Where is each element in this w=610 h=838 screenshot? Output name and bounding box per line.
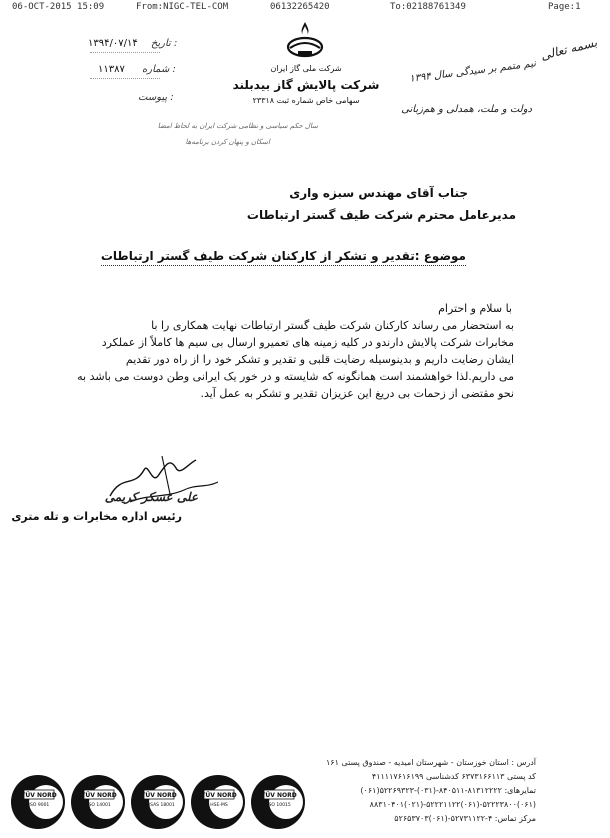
body-line: ایشان رضایت داریم و بدینوسیله رضایت قلبی و تقدیر و تشکر خود را از راه دور تقدیم [125, 353, 514, 366]
badge-brand: TÜV NORD [21, 792, 57, 799]
handwritten-note: دولت و ملت، همدلی و هم‌زبانی [401, 104, 532, 115]
badge-brand: TÜV NORD [81, 792, 117, 799]
badge-brand: TÜV NORD [141, 792, 177, 799]
fax-phone: 06132265420 [270, 2, 330, 12]
letter-attachment [138, 92, 174, 103]
fax-page: Page:1 [548, 2, 581, 12]
fax-from: From:NIGC-TEL-COM [136, 2, 229, 12]
footer-line: کد پستی ۶۳۷۳۱۶۶۱۱۳ کدشناسی ۴۱۱۱۱۷۶۱۶۱۹۹ [371, 772, 536, 781]
letter-number-value: ۱۱۳۸۷ [98, 64, 125, 75]
footer-address: آدرس : استان خوزستان - شهرستان امیدیه - صندوق پستی ۱۶۱ [325, 758, 536, 767]
letter-subject: موضوع :تقدیر و تشکر از کارکنان شرکت طیف گستر ارتباطات [101, 249, 466, 266]
badge-code: OHSAS 18001 [143, 803, 175, 808]
handwritten-note: نیم متمم بر سیدگی سال ۱۳۹۴ [408, 58, 537, 85]
fax-header [12, 2, 598, 16]
badge-code: ISO 14001 [87, 803, 111, 808]
certification-badge [251, 775, 305, 829]
recipient-name: جناب آقای مهندس سبزه واری [289, 186, 468, 200]
certification-badges [8, 764, 328, 834]
signature-title: رئیس اداره مخابرات و تله متری [11, 510, 182, 523]
body-line: نحو مقتضی از زحمات بی دریغ این عزیزان تقدیر و تشکر به عمل آید. [200, 387, 514, 400]
signature-scribble [100, 454, 230, 514]
certification-badge [131, 775, 185, 829]
company-parent: شرکت ملی گاز ایران [270, 64, 342, 73]
body-line: مخابرات شرکت پالایش دارندو در کلیه زمینه های تعمیرو ارسال بی سیم ها کاملاً از عملکرد [101, 336, 514, 349]
divider [90, 52, 160, 53]
handwritten-invocation: بسمه تعالی [539, 35, 599, 63]
footer-line: تمایرهای: ۸۱۳۱۲۲۲۲-۸۴۰۵۱۱-(۰۳۱)-۵۲۲۶۹۳۲۳(۰۶۱) [360, 786, 536, 795]
company-registration: سهامی خاص شماره ثبت ۲۳۳۱۸ [252, 96, 360, 105]
body-line: با سلام و احترام [438, 302, 512, 315]
company-logo [282, 20, 328, 60]
letter-attachment-label: پیوست : [138, 92, 174, 103]
footer-line: مرکز تماس: ۴-۵۲۷۳۱۱۲۲-(۰۶۱)۵۲۶۵۳۷۰۳ [394, 814, 536, 823]
body-line: می داریم.لذا خواهشمند است همانگونه که شایسته و در خور یک ایرانی وطن دوست می باشد به [77, 370, 514, 383]
badge-brand: TÜV NORD [201, 792, 237, 799]
badge-code: ISO 10015 [267, 803, 291, 808]
company-name: شرکت پالایش گاز بیدبلند [232, 78, 380, 92]
recipient-title: مدیرعامل محترم شرکت طیف گستر ارتباطات [246, 208, 516, 222]
letter-number [98, 64, 176, 75]
fax-datetime: 06-OCT-2015 15:09 [12, 2, 105, 12]
footer-line: (۰۶۱)۵۲۲۲۳۸۰۰-(۰۶۱)۵۲۲۲۱۱۲۲-(۰۲۱)۸۸۳۱۰۴۰۱ [369, 800, 536, 809]
divider [90, 78, 160, 79]
body-line: به استحضار می رساند کارکنان شرکت طیف گستر ارتباطات نهایت همکاری را با [151, 319, 514, 332]
fax-to: To:02188761349 [390, 2, 466, 12]
letter-number-label: شماره : [142, 64, 176, 75]
certification-badge [71, 775, 125, 829]
letter-date [88, 38, 177, 49]
badge-brand: TÜV NORD [261, 792, 297, 799]
letter-date-label: تاریخ : [150, 38, 178, 49]
signature-name: علی عسکر کریمی [104, 490, 198, 504]
certification-badge [191, 775, 245, 829]
letter-date-value: ۱۳۹۴/۰۷/۱۴ [88, 38, 138, 49]
stamp-line: سال حکم سیاسی و نظامی شرکت ایران به لحاظ امضا [157, 122, 318, 130]
badge-code: ISO 9001 [28, 803, 50, 808]
badge-code: HSE-MS [210, 803, 228, 808]
stamp-line: اسکان و پنهان کردن برنامه‌ها [185, 138, 270, 146]
certification-badge [11, 775, 65, 829]
